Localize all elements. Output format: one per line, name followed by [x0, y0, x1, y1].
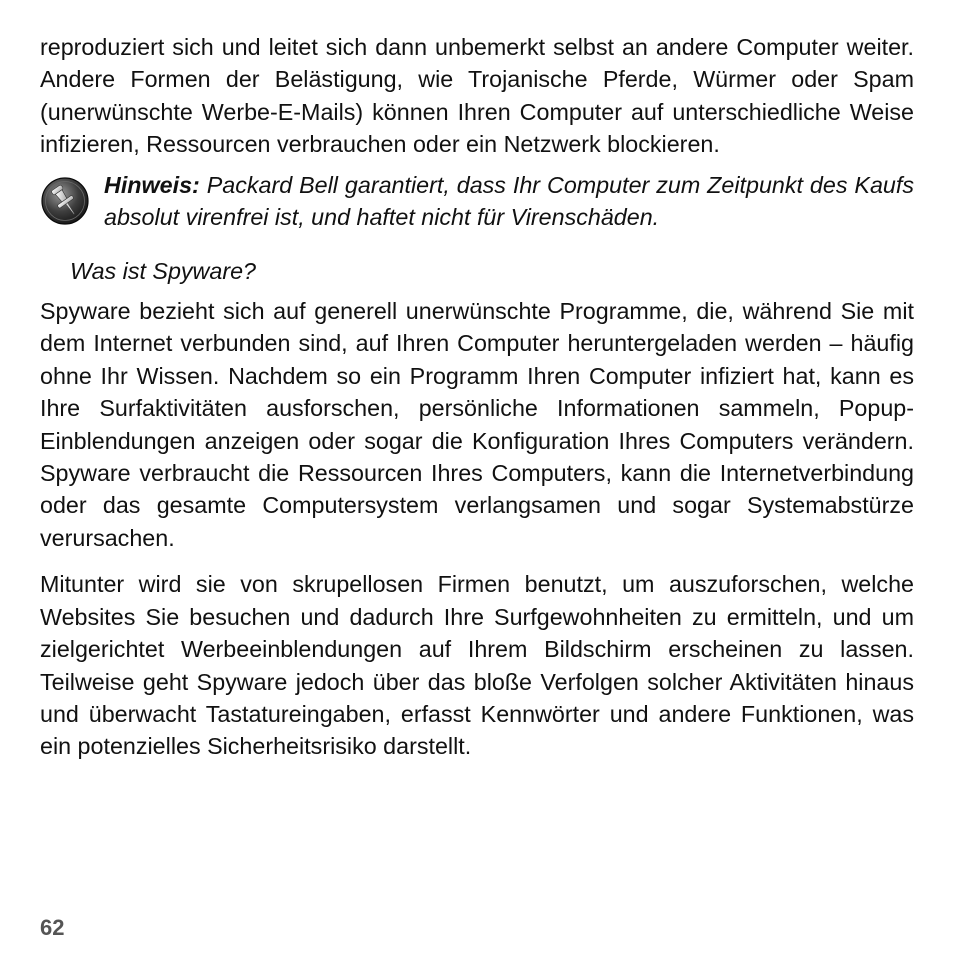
note-label: Hinweis:: [104, 171, 200, 198]
note-box: [40, 169, 914, 235]
pushpin-icon: [40, 176, 90, 226]
document-page: [40, 31, 914, 763]
page-number: 62: [40, 915, 65, 940]
section-heading: Was ist Spyware?: [70, 257, 257, 284]
spyware-usage-paragraph: Mitunter wird sie von skrupellosen Firmen benutzt, um auszuforschen, welche Websites Sie besuchen und dadurch Ihre Surfgewohnheiten zu ermitteln, und um zielgerichtet Werbeeinblendungen auf Ihrem Bildschirm erscheinen zu lassen. Teilweise geht Spyware jedoch über das bloße Verfolgen solcher Aktivitäten hinaus und überwacht Tastatureingaben, erfasst Kennwörter und andere Funktionen, was ein potenzielles Sicherheitsrisiko darstellt.: [40, 571, 914, 760]
spyware-definition-paragraph: Spyware bezieht sich auf generell unerwünschte Programme, die, während Sie mit dem Internet verbunden sind, auf Ihren Computer heruntergeladen werden – häufig ohne Ihr Wissen. Nachdem so ein Programm Ihren Computer infiziert hat, kann es Ihre Surfaktivitäten ausforschen, persönliche Informationen sammeln, Popup-Einblendungen anzeigen oder sogar die Konfiguration Ihres Computers verändern. Spyware verbraucht die Ressourcen Ihres Computers, kann die Internetverbindung oder das gesamte Computersystem verlangsamen und sogar Systemabstürze verursachen.: [40, 298, 914, 551]
intro-paragraph: reproduziert sich und leitet sich dann unbemerkt selbst an andere Computer weiter. Andere Formen der Belästigung, wie Trojanische Pferde, Würmer oder Spam (unerwünschte Werbe-E-Mails) können Ihren Computer auf unterschiedliche Weise infizieren, Ressourcen verbrauchen oder ein Netzwerk blockieren.: [40, 34, 914, 158]
note-body: Packard Bell garantiert, dass Ihr Computer zum Zeitpunkt des Kaufs absolut virenfrei ist, und haftet nicht für Virenschäden.: [104, 171, 914, 231]
note-text: [104, 169, 914, 234]
